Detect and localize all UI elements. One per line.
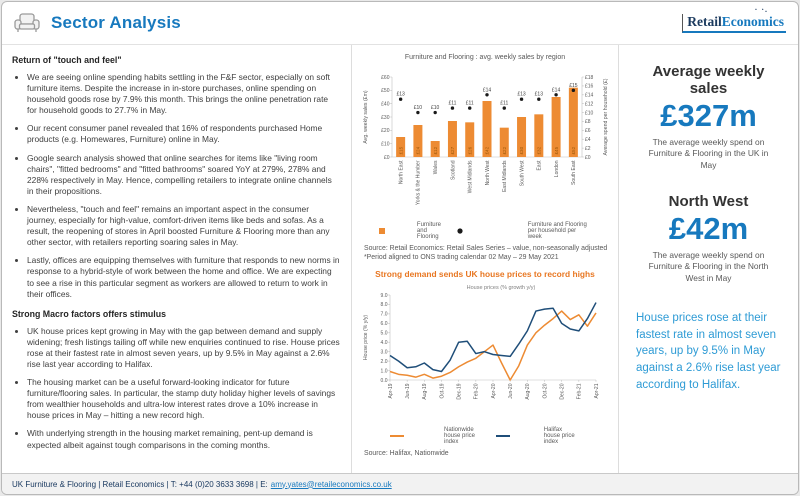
legend-item: Nationwide house price index	[444, 426, 476, 445]
logo-text-retail: Retail	[687, 13, 722, 29]
bullet-item: • We are seeing online spending habits settling in the F&F sector, especially on soft furniture items. Despite the increase in in-store purchases, online spending on household goods rose by 7.9% this month. This brings the online penetration rate for household goods to 27.7% in May.	[27, 72, 340, 116]
svg-text:£8: £8	[585, 119, 591, 126]
stat1-value: £327m	[660, 98, 757, 133]
svg-text:Feb-20: Feb-20	[473, 383, 480, 399]
svg-text:East: East	[536, 160, 543, 171]
svg-text:Dec-20: Dec-20	[559, 383, 566, 400]
stat2-value: £42m	[668, 211, 749, 247]
svg-text:Aug-20: Aug-20	[525, 383, 532, 400]
svg-text:1.0: 1.0	[380, 367, 388, 374]
legend-item: Furniture and Flooring	[379, 222, 447, 240]
svg-text:£4: £4	[585, 137, 591, 144]
page-title: Sector Analysis	[51, 13, 181, 32]
svg-text:£42: £42	[484, 146, 490, 155]
svg-text:West Midlands: West Midlands	[467, 160, 474, 194]
svg-text:2.0: 2.0	[380, 358, 388, 365]
svg-text:House prices (% growth y/y): House prices (% growth y/y)	[466, 284, 536, 291]
svg-text:£10: £10	[381, 141, 390, 148]
regional-sales-bar-chart	[360, 61, 610, 221]
svg-text:4.0: 4.0	[380, 339, 388, 346]
footer	[2, 473, 798, 494]
svg-text:Apr-20: Apr-20	[490, 383, 497, 399]
svg-text:Apr-21: Apr-21	[593, 383, 600, 399]
touch-and-feel-bullets	[12, 72, 340, 300]
svg-text:Apr-19: Apr-19	[387, 383, 394, 399]
svg-text:£15: £15	[398, 146, 404, 155]
svg-text:£30: £30	[381, 114, 390, 121]
svg-text:8.0: 8.0	[380, 301, 388, 308]
stat1-description: The average weekly spend on Furniture & Flooring in the UK in May	[648, 137, 769, 170]
svg-text:£10: £10	[413, 105, 423, 112]
svg-text:Aug-19: Aug-19	[422, 383, 429, 400]
stat1-title: Average weekly sales	[652, 63, 765, 97]
svg-text:£24: £24	[415, 146, 421, 155]
svg-text:9.0: 9.0	[380, 292, 388, 299]
svg-text:£30: £30	[519, 146, 525, 155]
line-chart-title: Strong demand sends UK house prices to record highs	[375, 268, 595, 279]
header	[2, 2, 798, 44]
svg-text:£52: £52	[571, 146, 577, 155]
svg-text:£14: £14	[482, 87, 492, 94]
svg-text:South East: South East	[571, 160, 578, 185]
svg-text:Jun-20: Jun-20	[507, 383, 514, 399]
line-chart-legend	[360, 427, 610, 445]
svg-text:House price (% y/y): House price (% y/y)	[363, 314, 369, 360]
footer-text: UK Furniture & Flooring | Retail Economics | T: +44 (0)20 3633 3698 | E:	[12, 479, 268, 489]
svg-text:£10: £10	[585, 110, 594, 117]
svg-text:£16: £16	[585, 83, 594, 90]
svg-text:Wales: Wales	[432, 160, 439, 175]
charts-column	[352, 45, 619, 473]
bar-chart-legend	[360, 222, 610, 240]
svg-text:Feb-21: Feb-21	[576, 383, 583, 399]
stat2-description: The average weekly spend on Furniture & Flooring in the North West in May	[648, 250, 769, 283]
svg-text:Jun-19: Jun-19	[404, 383, 411, 399]
svg-text:£60: £60	[381, 74, 390, 81]
svg-text:£18: £18	[585, 74, 594, 81]
legend-item: Halifax house price index	[543, 426, 575, 445]
svg-text:3.0: 3.0	[380, 349, 388, 356]
svg-text:£40: £40	[381, 101, 390, 108]
svg-text:£50: £50	[381, 88, 390, 95]
svg-text:£20: £20	[381, 128, 390, 135]
contact-email-link[interactable]: amy.yates@retaileconomics.co.uk	[270, 479, 392, 489]
bullet-item: • The housing market can be a useful forward-looking indicator for future furniture/flooring sales. In particular, the stamp duty holiday higher levels of savings from wealthier households and ultra-low interest rates drove a 10% increase in house prices in May – hitting a new record high.	[27, 377, 340, 421]
armchair-icon	[12, 11, 42, 35]
svg-text:East Midlands: East Midlands	[502, 160, 509, 192]
svg-text:6.0: 6.0	[380, 320, 388, 327]
svg-text:£22: £22	[501, 146, 507, 155]
bullet-item: • Nevertheless, "touch and feel" remains an important aspect in the consumer journey, especially for high-value, comfort-driven items like beds and sofas. As a result, the reopening of stores in April boosted Furniture & Flooring more than any other sector, with retailers reporting soaring sales in May.	[27, 204, 340, 248]
bar-chart-source-line1: Source: Retail Economics: Retail Sales Series – value, non-seasonally adjusted	[364, 245, 608, 252]
svg-text:£13: £13	[534, 91, 543, 98]
svg-text:Scotland: Scotland	[450, 160, 457, 180]
svg-text:5.0: 5.0	[380, 330, 388, 337]
svg-text:North West: North West	[484, 160, 491, 186]
svg-text:£11: £11	[465, 100, 474, 107]
svg-text:£32: £32	[536, 146, 542, 155]
svg-text:£11: £11	[448, 100, 457, 107]
section-title-touch-and-feel: Return of "touch and feel"	[12, 55, 122, 65]
svg-text:£15: £15	[569, 82, 578, 89]
svg-text:0.0: 0.0	[380, 377, 388, 384]
macro-stimulus-bullets	[12, 326, 340, 451]
bullet-item: • UK house prices kept growing in May with the gap between demand and supply widening; fresh listings tailing off while new enquiries continued to rise. House prices rose at their fastest rate in almost seven years, up by 9.5% in May against a 2.6% rise last year according to Halifax.	[27, 326, 340, 370]
svg-text:£2: £2	[585, 145, 591, 152]
svg-text:Oct-20: Oct-20	[542, 383, 549, 399]
svg-text:£10: £10	[431, 105, 440, 112]
commentary-column	[2, 45, 352, 473]
svg-text:£0: £0	[383, 154, 390, 161]
house-price-quote: House prices rose at their fastest rate in almost seven years, up by 9.5% in May against a 2.6% rise last year according to Halifax.	[636, 312, 781, 391]
svg-text:Oct-19: Oct-19	[439, 383, 446, 399]
bullet-item: • With underlying strength in the housing market remaining, pent-up demand is expected albeit against tough comparisons in the coming months.	[27, 428, 340, 450]
svg-text:£6: £6	[585, 128, 591, 135]
section-title-macro-stimulus: Strong Macro factors offers stimulus	[12, 308, 166, 319]
svg-text:£13: £13	[517, 91, 526, 98]
bullet-item: • Google search analysis showed that online searches for items like "living room chairs", "fitted bedrooms" and "fitted bathrooms" soared YoY at 279%, 278% and 228% respectively in May. Hence, compelling retailers to integrate online channels in their propositions.	[27, 153, 340, 197]
svg-text:£45: £45	[553, 146, 559, 155]
bullet-item: • Our recent consumer panel revealed that 16% of respondents purchased Home products (e.g. Homewares, Furniture) online in May.	[27, 123, 340, 145]
svg-text:North East: North East	[398, 160, 405, 185]
svg-text:Dec-19: Dec-19	[456, 383, 463, 400]
svg-text:£26: £26	[467, 146, 473, 155]
logo-text-economics: Economics	[721, 13, 784, 29]
stats-column	[619, 45, 798, 473]
legend-item: Furniture and Flooring per household per week	[457, 222, 591, 240]
bar-chart-title: Furniture and Flooring : avg. weekly sales by region	[404, 54, 566, 61]
svg-text:Avg. weekly sales (£m): Avg. weekly sales (£m)	[363, 90, 369, 144]
svg-text:£12: £12	[432, 146, 438, 155]
svg-text:£27: £27	[450, 146, 456, 155]
svg-text:£14: £14	[551, 87, 561, 94]
svg-text:7.0: 7.0	[380, 311, 388, 318]
svg-text:Yorks & the Humber: Yorks & the Humber	[415, 160, 422, 206]
bar-chart-source	[364, 244, 610, 263]
svg-text:£12: £12	[585, 101, 594, 108]
stat2-title: North West	[668, 193, 749, 211]
svg-text:£11: £11	[500, 100, 509, 107]
bullet-item: • Lastly, offices are equipping themselves with furniture that responds to new norms in response to a hybrid-style of work between the home and office. We are expecting to see a rise in this particular segment as workers are allowed to return to work in their offices.	[27, 255, 340, 299]
line-chart-source: Source: Halifax, Nationwide	[364, 449, 449, 457]
main-content	[2, 44, 798, 473]
svg-text:£14: £14	[585, 92, 594, 99]
report-page	[1, 1, 799, 495]
house-prices-line-chart	[360, 280, 610, 426]
svg-text:London: London	[553, 160, 560, 178]
svg-text:Average spend per household (£: Average spend per household (£)	[603, 78, 609, 156]
svg-text:South West: South West	[519, 160, 526, 187]
retail-economics-logo	[682, 14, 786, 33]
bar-chart-source-line2: *Period aligned to ONS trading calendar 02 May – 29 May 2021	[364, 254, 559, 262]
svg-text:£13: £13	[396, 91, 405, 98]
svg-text:£0: £0	[585, 154, 591, 161]
